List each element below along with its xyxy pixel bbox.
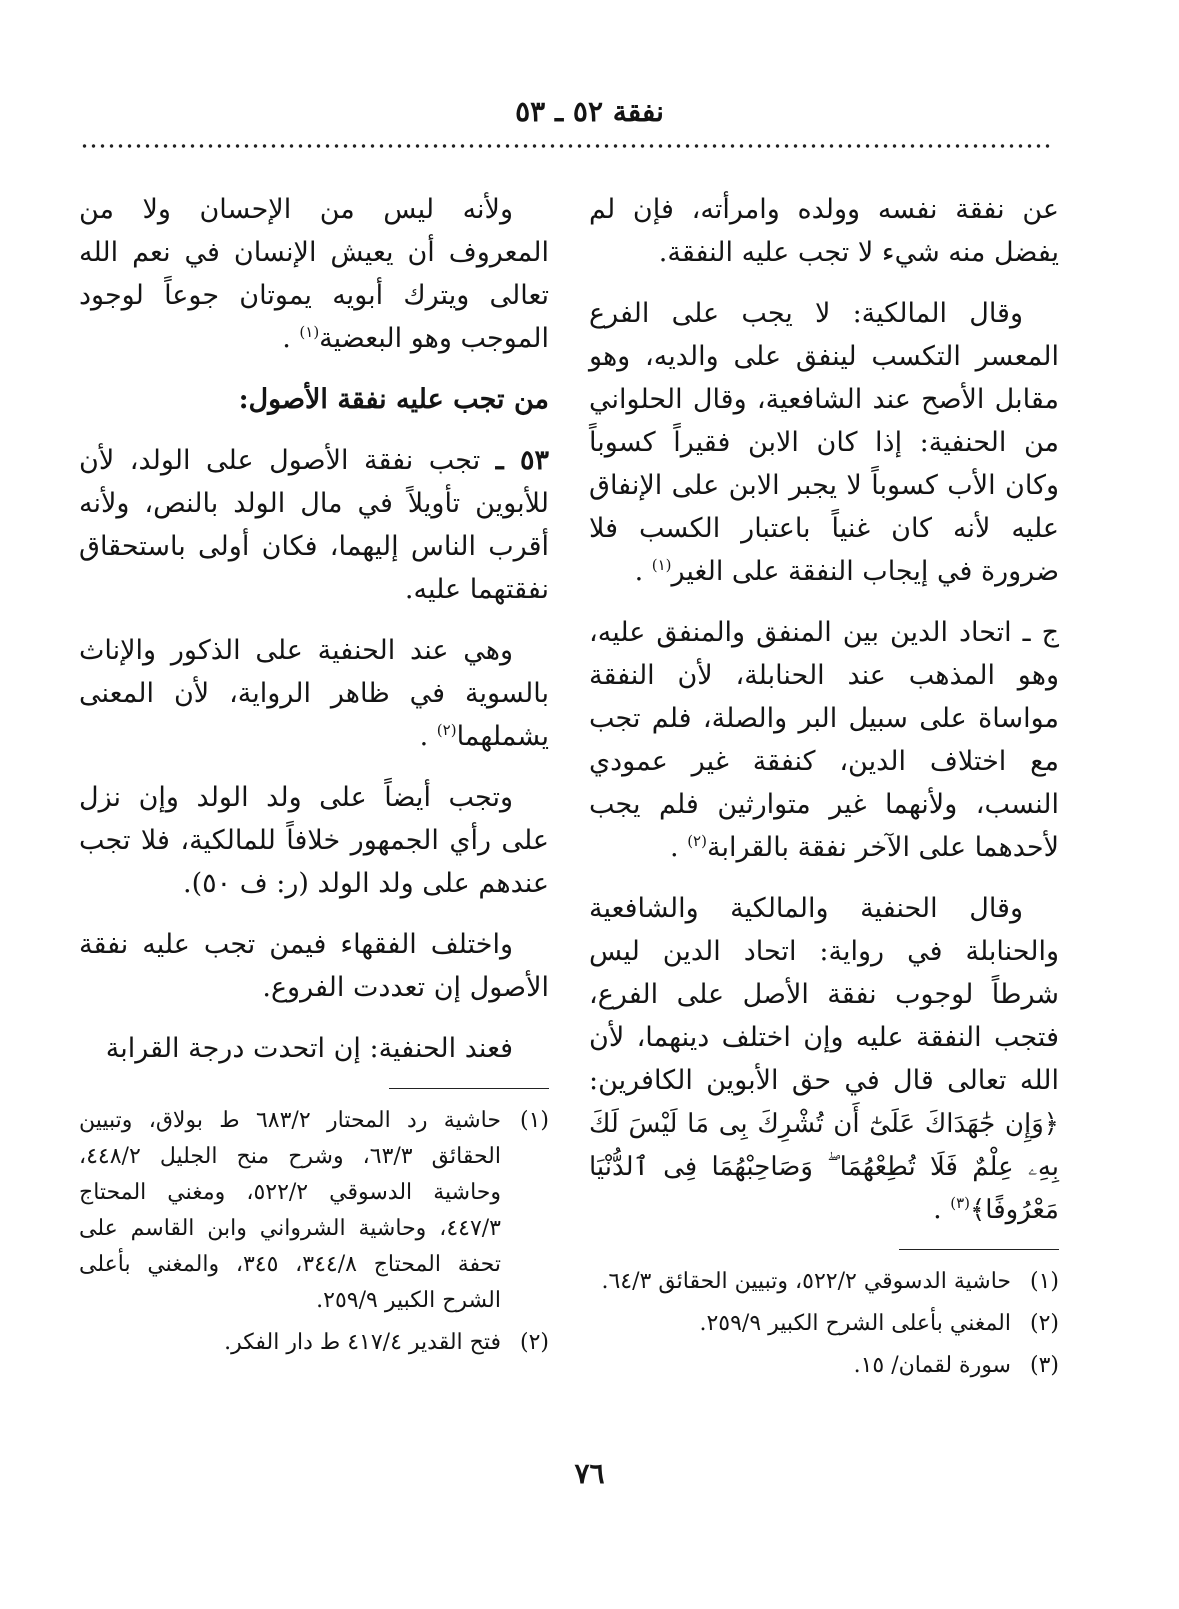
paragraph: عن نفقة نفسه وولده وامرأته، فإن لم يفضل منه شيء لا تجب عليه النفقة.	[589, 194, 1059, 268]
section-number: ٥٣ ـ	[495, 445, 549, 476]
footnote	[589, 1306, 1059, 1342]
left-column	[79, 188, 549, 1367]
footnotes	[79, 1103, 549, 1361]
running-header: نفقة ٥٢ ـ ٥٣	[515, 95, 664, 128]
footnote-number: (١)	[519, 1108, 549, 1133]
footnote-ref[interactable]: (٢)	[687, 832, 707, 850]
footnote	[79, 1325, 549, 1361]
footnote	[79, 1103, 549, 1319]
paragraph: ولأنه ليس من الإحسان ولا من المعروف أن يعيش الإنسان في نعم الله تعالى ويترك أبويه يموتان جوعاً لوجود الموجب وهو البعضية$^{(١)}$ .	[79, 194, 549, 354]
paragraph: وتجب أيضاً على ولد الولد وإن نزل على رأي الجمهور خلافاً للمالكية، فلا تجب عندهم على ولد الولد (ر: ف ٥٠).	[79, 782, 549, 899]
footnote-text: فتح القدير ٤١٧/٤ ط دار الفكر.	[224, 1330, 501, 1355]
footnote-text: حاشية الدسوقي ٥٢٢/٢، وتبيين الحقائق ٦٤/٣.	[601, 1269, 1011, 1294]
paragraph: ج ـ اتحاد الدين بين المنفق والمنفق عليه، وهو المذهب عند الحنابلة، لأن النفقة مواساة على سبيل البر والصلة، فلم تجب مع اختلاف الدين، كنفقة غير عمودي النسب، ولأنهما غير متوارثين فلم يجب لأحدهما على الآخر نفقة بالقرابة$^{(٢)}$ .	[589, 617, 1059, 863]
paragraph-text: وهي عند الحنفية على الذكور والإناث بالسوية في ظاهر الرواية، لأن المعنى يشملهما	[79, 635, 549, 752]
dotted-separator	[80, 142, 1050, 150]
footnote	[589, 1264, 1059, 1300]
paragraph: وقال المالكية: لا يجب على الفرع المعسر التكسب لينفق على والديه، وهو مقابل الأصح عند الشافعية، وقال الحلواني من الحنفية: إذا كان الابن فقيراً كسوباً وكان الأب كسوباً لا يجبر الابن على الإنفاق عليه لأنه كان غنياً باعتبار الكسب فلا ضرورة في إيجاب النفقة على الغير$^{(١)}$ .	[589, 298, 1059, 587]
paragraph: فعند الحنفية: إن اتحدت درجة القرابة	[105, 1033, 513, 1064]
quran-verse: ﴿وَإِن جَٰهَدَاكَ عَلَىٰٓ أَن تُشْرِكَ بِى مَا لَيْسَ لَكَ بِهِۦ عِلْمٌ فَلَا تُطِعْهُمَا ۖ وَصَاحِبْهُمَا فِى ٱلدُّنْيَا مَعْرُوفًا﴾	[589, 1109, 1059, 1225]
footnote-ref[interactable]: (٢)	[436, 721, 457, 739]
footnote-rule	[899, 1249, 1059, 1250]
paragraph-text: تجب نفقة الأصول على الولد، لأن للأبوين تأويلاً في مال الولد بالنص، ولأنه أقرب الناس إليهما، فكان أولى باستحقاق نفقتهما عليه.	[79, 445, 549, 605]
paragraph-text: وقال الحنفية والمالكية والشافعية والحنابلة في رواية: اتحاد الدين ليس شرطاً لوجوب نفقة الأصل على الفرع، فتجب النفقة عليه وإن اختلف دينهما، لأن الله تعالى قال في حق الأبوين الكافرين:	[589, 893, 1059, 1096]
footnote-ref[interactable]: (٣)	[950, 1194, 971, 1212]
footnote-number: (٣)	[1029, 1353, 1059, 1378]
footnote-text: المغني بأعلى الشرح الكبير ٢٥٩/٩.	[699, 1311, 1011, 1336]
footnote-text: حاشية رد المحتار ٦٨٣/٢ ط بولاق، وتبيين الحقائق ٦٣/٣، وشرح منح الجليل ٤٤٨/٢، وحاشية الدسوقي ٥٢٢/٢، ومغني المحتاج ٤٤٧/٣، وحاشية الشرواني وابن القاسم على تحفة المحتاج ٣٤٤/٨، ٣٤٥، والمغني بأعلى الشرح الكبير ٢٥٩/٩.	[79, 1108, 501, 1313]
paragraph: وقال الحنفية والمالكية والشافعية والحنابلة في رواية: اتحاد الدين ليس شرطاً لوجوب نفقة الأصل على الفرع، فتجب النفقة عليه وإن اختلف دينهما، لأن الله تعالى قال في حق الأبوين الكافرين: ﴿وَإِن جَٰهَدَاكَ عَلَىٰٓ أَن تُشْرِكَ بِى مَا لَيْسَ لَكَ بِهِۦ عِلْمٌ فَلَا تُطِعْهُمَا ۖ وَصَاحِبْهُمَا فِى ٱلدُّنْيَا مَعْرُوفًا﴾$^{(٣)}$ .	[589, 893, 1059, 1225]
footnotes	[589, 1264, 1059, 1384]
footnote-ref[interactable]: (١)	[651, 556, 672, 574]
paragraph-text: وقال المالكية: لا يجب على الفرع المعسر التكسب لينفق على والديه، وهو مقابل الأصح عند الشافعية، وقال الحلواني من الحنفية: إذا كان الابن فقيراً كسوباً وكان الأب كسوباً لا يجبر الابن على الإنفاق عليه لأنه كان غنياً باعتبار الكسب فلا ضرورة في إيجاب النفقة على الغير	[589, 298, 1059, 587]
paragraph: واختلف الفقهاء فيمن تجب عليه نفقة الأصول إن تعددت الفروع.	[79, 929, 549, 1003]
paragraph-text: ج ـ اتحاد الدين بين المنفق والمنفق عليه، وهو المذهب عند الحنابلة، لأن النفقة مواساة على سبيل البر والصلة، فلم تجب مع اختلاف الدين، كنفقة غير عمودي النسب، ولأنهما غير متوارثين فلم يجب لأحدهما على الآخر نفقة بالقرابة	[589, 617, 1059, 863]
section-heading: من تجب عليه نفقة الأصول:	[238, 384, 549, 415]
paragraph-text: ولأنه ليس من الإحسان ولا من المعروف أن يعيش الإنسان في نعم الله تعالى ويترك أبويه يموتان جوعاً لوجود الموجب وهو البعضية	[79, 194, 549, 354]
paragraph: وهي عند الحنفية على الذكور والإناث بالسوية في ظاهر الرواية، لأن المعنى يشملهما$^{(٢)}$ .	[79, 635, 549, 752]
paragraph	[79, 439, 549, 611]
page-number: ٧٦	[574, 1457, 605, 1490]
footnote	[589, 1348, 1059, 1384]
footnote-number: (٢)	[519, 1330, 549, 1355]
footnote-text: سورة لقمان/ ١٥.	[853, 1353, 1011, 1378]
footnote-ref[interactable]: (١)	[299, 323, 320, 341]
footnote-rule	[389, 1088, 549, 1089]
footnote-number: (٢)	[1029, 1311, 1059, 1336]
footnote-number: (١)	[1029, 1269, 1059, 1294]
right-column	[589, 188, 1059, 1390]
